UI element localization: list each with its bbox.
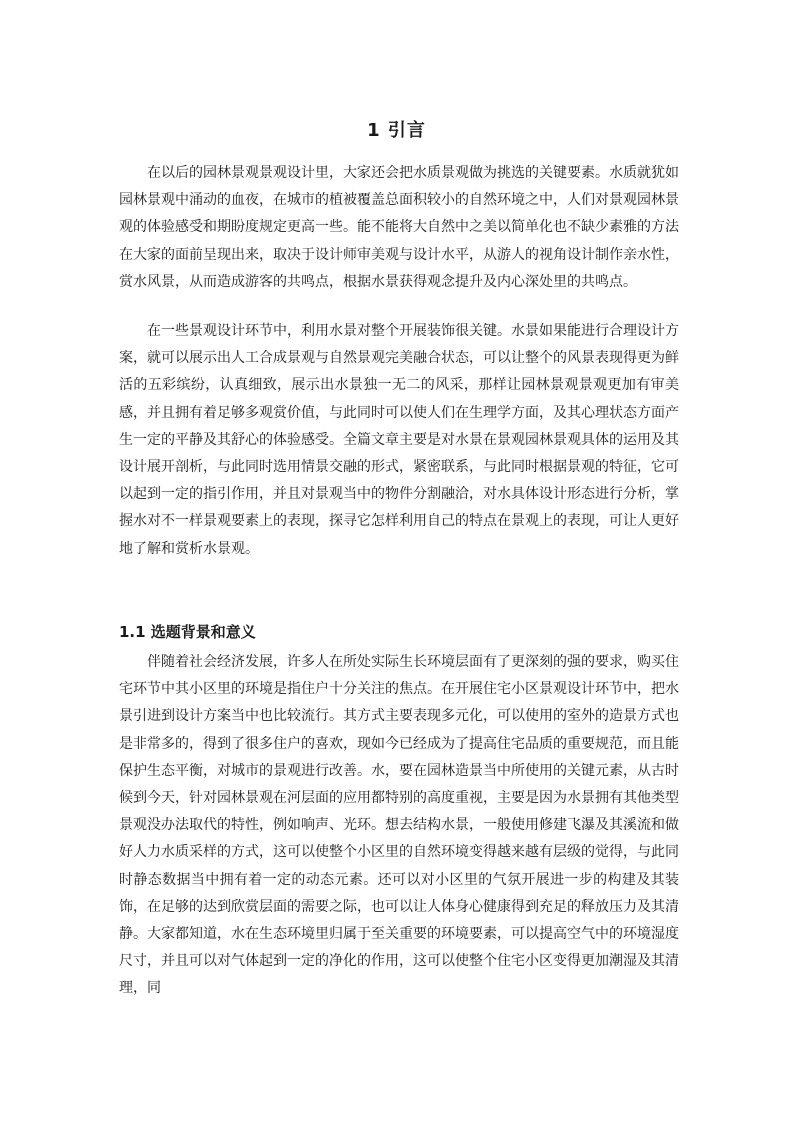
section-title: 1.1 选题背景和意义 <box>119 623 256 642</box>
section-paragraph-1: 伴随着社会经济发展，许多人在所处实际生长环境层面有了更深刻的强的要求，购买住宅环节中其小区里的环境是指住户十分关注的焦点。在开展住宅小区景观设计环节中，把水景引进到设计方案当中也比较流行。其方式主要表现多元化，可以使用的室外的造景方式也是非常多的，得到了很多住户的喜欢，现如今已经成为了提高住宅品质的重要规范，而且能保护生态平衡，对城市的景观进行改善。水，要在园林造景当中所使用的关键元素，从古时候到今天，针对园林景观在河层面的应用都特别的高度重视，主要是因为水景拥有其他类型景观没办法取代的特性，例如响声、光环。想去结构水景，一般使用修建飞瀑及其溪流和做好人力水质采样的方式，这可以使整个小区里的自然环境变得越来越有层级的觉得，与此同时静态数据当中拥有着一定的动态元素。还可以对小区里的气氛开展进一步的构建及其装饰，在足够的达到欣赏层面的需要之际，也可以让人体身心健康得到充足的释放压力及其清静。大家都知道，水在生态环境里归属于至关重要的环境要素，可以提高空气中的环境湿度尺寸，并且可以对气体起到一定的净化的作用，这可以使整个住宅小区变得更加潮湿及其清理，同 <box>119 654 679 997</box>
chapter-title: 1 引言 <box>367 120 426 142</box>
intro-paragraph-1: 在以后的园林景观景观设计里，大家还会把水质景观做为挑选的关键要素。水质就犹如园林景观中涌动的血夜，在城市的植被覆盖总面积较小的自然环境之中，人们对景观园林景观的体验感受和期盼度规定更高一些。能不能将大自然中之美以简单化也不缺少素雅的方法在大家的面前呈现出来，取决于设计师审美观与设计水平，从游人的视角设计制作亲水性，赏水风景，从而造成游客的共鸣点，根据水景获得观念提升及内心深处里的共鸣点。 <box>119 165 679 290</box>
intro-paragraph-2: 在一些景观设计环节中，利用水景对整个开展装饰很关键。水景如果能进行合理设计方案，就可以展示出人工合成景观与自然景观完美融合状态，可以让整个的风景表现得更为鲜活的五彩缤纷，认真细致，展示出水景独一无二的风采，那样让园林景观景观更加有审美感，并且拥有着足够多观赏价值，与此同时可以使人们在生理学方面，及其心理状态方面产生一定的平静及其舒心的体验感受。全篇文章主要是对水景在景观园林景观具体的运用及其设计展开剖析，与此同时选用情景交融的形式，紧密联系，与此同时根据景观的特征，它可以起到一定的指引作用，并且对景观当中的物件分割融洽，对水具体设计形态进行分析，掌握水对不一样景观要素上的表现，探寻它怎样利用自己的特点在景观上的表现，可让人更好地了解和赏析水景观。 <box>119 323 679 557</box>
